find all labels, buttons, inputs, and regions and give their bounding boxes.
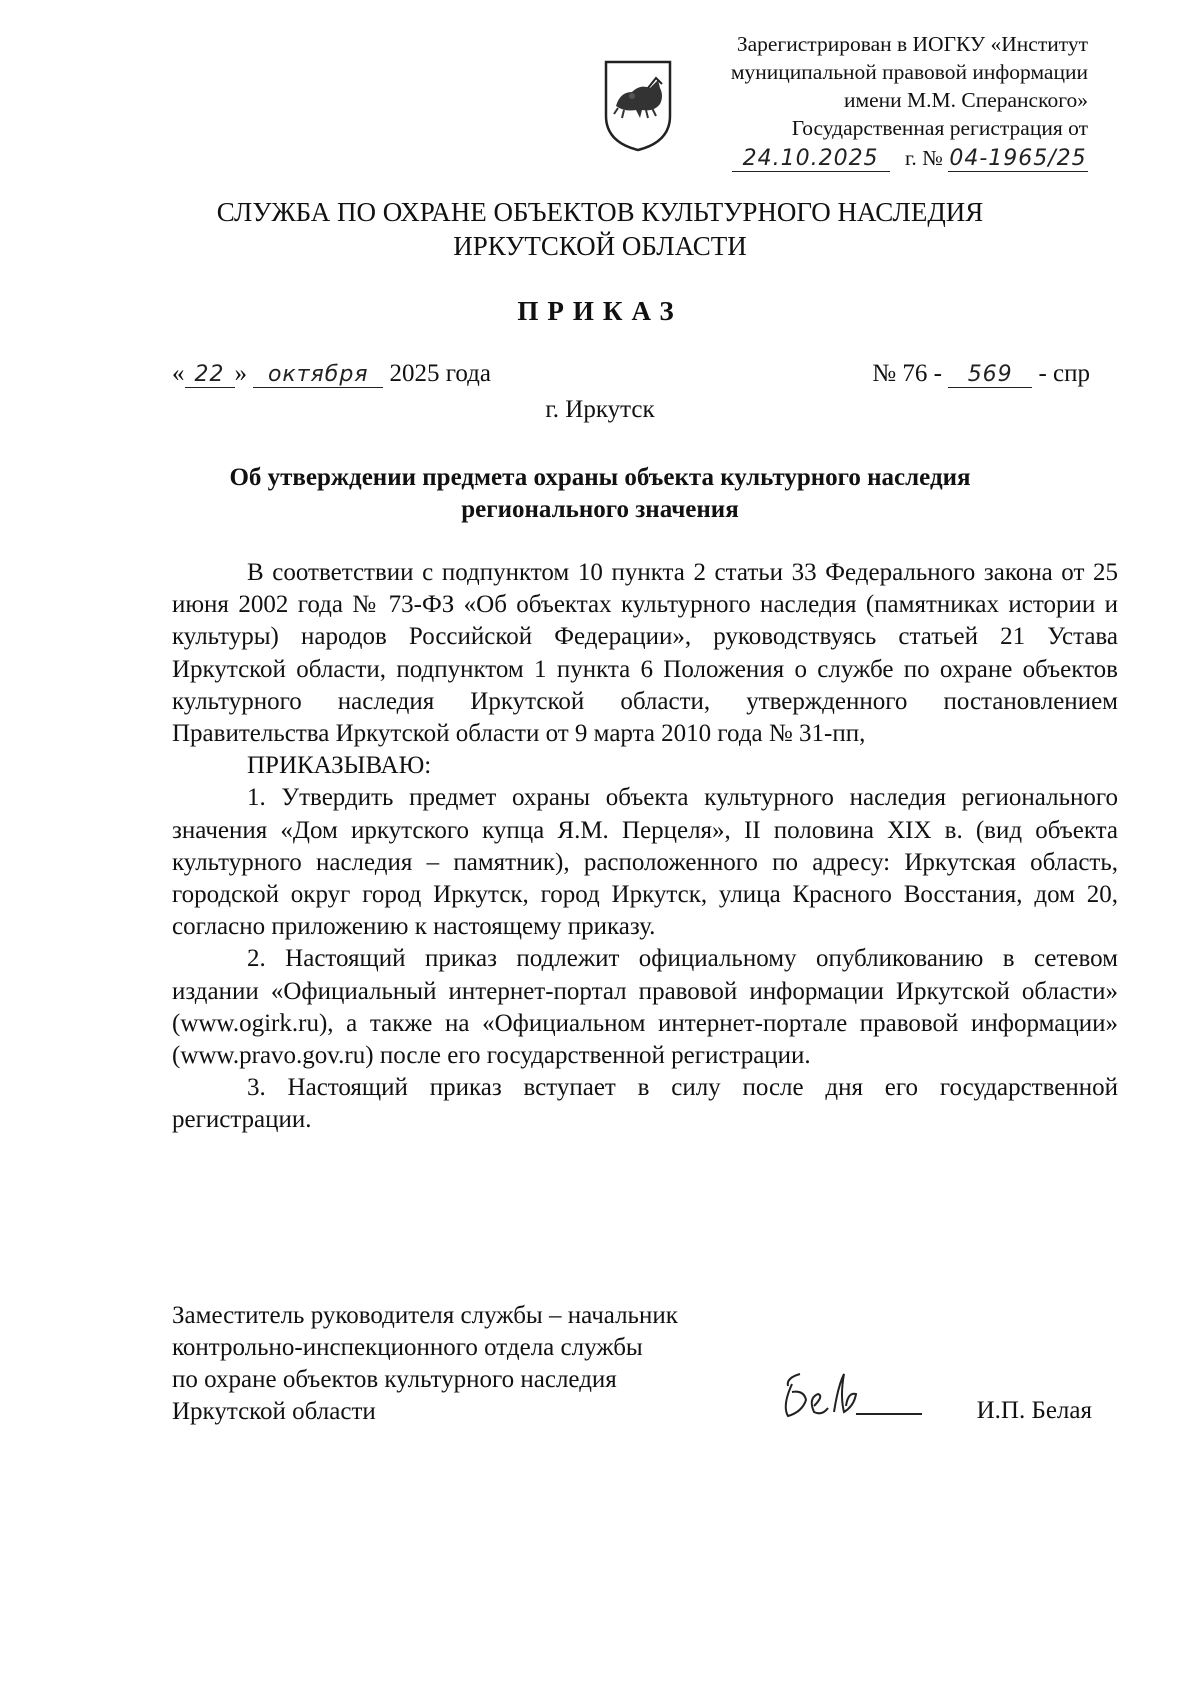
organization-line-2: ИРКУТСКОЙ ОБЛАСТИ [453,231,747,261]
subject-line-1: Об утверждении предмета охраны объекта культурного наследия [229,464,971,491]
signatory-line-4: Иркутской области [172,1398,376,1425]
order-date [172,360,491,388]
order-number [872,360,1090,388]
registration-line-2: муниципальной правовой информации [730,60,1088,84]
date-open-quote: « [172,360,185,387]
city: г. Иркутск [545,396,655,423]
order-item-3: 3. Настоящий приказ вступает в силу после дня его государственной регистрации. [172,1074,1118,1134]
date-day: 22 [185,363,235,388]
number-prefix: № 76 - [872,360,942,387]
organization-name [0,195,1200,263]
number-value: 569 [948,363,1032,388]
date-month: октября [253,363,383,388]
registration-number: 04-1965/25 [949,146,1087,171]
document-type: ПРИКАЗ [517,296,683,326]
subject-line-2: регионального значения [461,496,739,523]
order-item-1: 1. Утвердить предмет охраны объекта культурного наследия регионального значения «Дом иркутского купца Я.М. Перцеля», II половина XIX в. (вид объекта культурного наследия – памятник), расположенного по адресу: Иркутская область, городской округ город Иркутск, город Иркутск, улица Красного Восстания, дом 20, согласно приложению к настоящему приказу. [172,784,1118,941]
signatory-line-2: контрольно-инспекционного отдела службы [172,1334,643,1361]
registration-line-5 [658,144,1088,172]
registration-stamp [658,30,1088,172]
signature-icon [778,1366,928,1426]
registration-line-1: Зарегистрирован в ИОГКУ «Институт [736,32,1088,56]
signatory-line-3: по охране объектов культурного наследия [172,1366,617,1393]
preamble-paragraph: В соответствии с подпунктом 10 пункта 2 статьи 33 Федерального закона от 25 июня 2002 года № 73-ФЗ «Об объектах культурного наследия (памятниках истории и культуры) народов Российской Федерации», руководствуясь статьей 21 Устава Иркутской области, подпунктом 1 пункта 6 Положения о службе по охране объектов культурного наследия Иркутской области, утвержденного постановлением Правительства Иркутской области от 9 марта 2010 года № 31-пп, [172,559,1118,748]
signatory-name: И.П. Белая [976,1397,1092,1424]
date-close-quote: » [234,360,247,387]
handwritten-signature [778,1366,928,1426]
registration-line-3: имени М.М. Сперанского» [843,88,1088,112]
registration-line-4: Государственная регистрация от [791,116,1088,140]
signatory-position [172,1300,678,1428]
order-word: ПРИКАЗЫВАЮ: [247,752,432,780]
date-year: 2025 года [389,360,491,387]
signatory-line-1: Заместитель руководителя службы – начальник [172,1302,678,1329]
order-item-2: 2. Настоящий приказ подлежит официальному опубликованию в сетевом издании «Официальный интернет-портал правовой информации Иркутской области» (www.ogirk.ru), а также на «Официальном интернет-портале правовой информации» (www.pravo.gov.ru) после его государственной регистрации. [172,945,1118,1070]
registration-number-prefix: г. № [904,146,943,170]
registration-date: 24.10.2025 [732,147,890,172]
order-body [172,557,1118,1137]
order-subject [0,462,1200,526]
organization-line-1: СЛУЖБА ПО ОХРАНЕ ОБЪЕКТОВ КУЛЬТУРНОГО НАСЛЕДИЯ [216,197,984,227]
number-suffix: - спр [1038,360,1090,387]
